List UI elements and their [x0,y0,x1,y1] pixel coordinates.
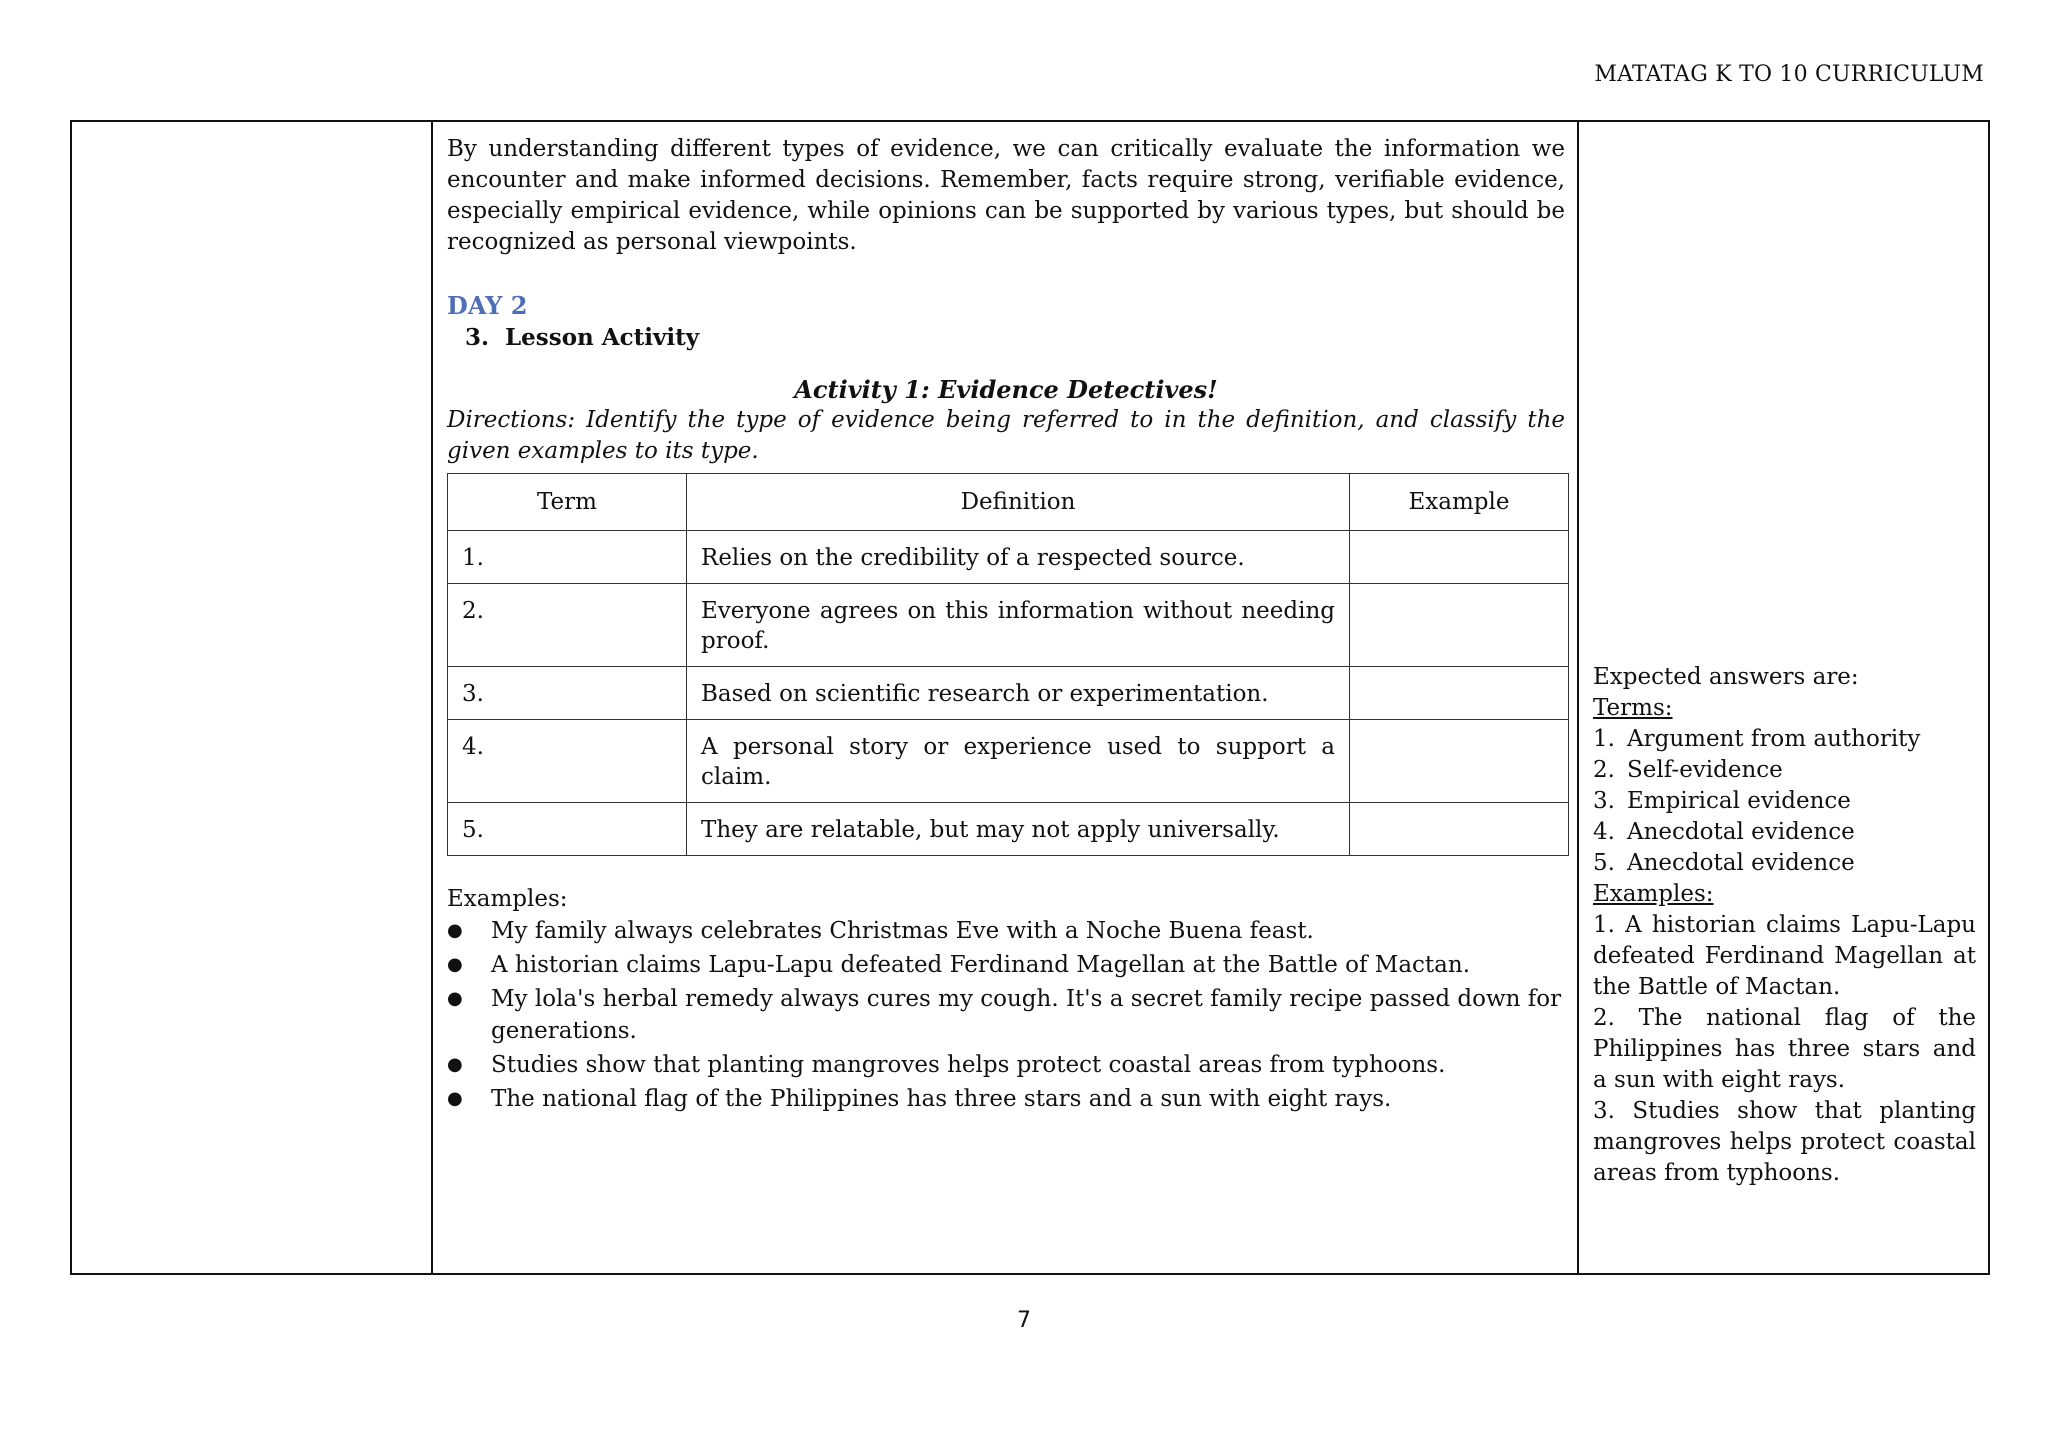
example-cell [1350,720,1569,803]
answers-intro: Expected answers are: [1593,664,1859,690]
item-number: 1. [1593,726,1615,752]
item-number: 3. [1593,788,1615,814]
examples-label: Examples: [447,886,568,912]
item-text: Self-evidence [1627,757,1783,783]
item-text: Empirical evidence [1627,788,1851,814]
example-cell [1350,803,1569,856]
term-cell: 4. [448,720,687,803]
item-number: 2. [1593,757,1615,783]
content-column [433,122,1579,1273]
list-item [1593,786,1976,817]
terms-label: Terms: [1593,695,1673,721]
item-number: 4. [1593,819,1615,845]
examples-answers-label: Examples: [1593,881,1714,907]
table-row [448,667,1569,720]
column-header-term: Term [448,474,687,531]
page-number: 7 [1017,1308,1031,1333]
term-cell: 3. [448,667,687,720]
list-item [1593,755,1976,786]
list-item: ● Studies show that planting mangroves helps protect coastal areas from typhoons. [447,1049,1565,1081]
list-item: ● My family always celebrates Christmas Eve with a Noche Buena feast. [447,915,1565,947]
table-row [448,803,1569,856]
examples-list [447,915,1565,1115]
table-row [448,720,1569,803]
intro-paragraph: By understanding different types of evidence, we can critically evaluate the information we encounter and make informed decisions. Remember, facts require strong, verifiable evidence, especially empirical evidence, while opinions can be supported by various types, but should be recognized as personal viewpoints. [447,136,1565,255]
list-item: ● The national flag of the Philippines has three stars and a sun with eight rays. [447,1083,1565,1115]
definition-cell: Relies on the credibility of a respected source. [687,531,1350,584]
definition-cell: A personal story or experience used to support a claim. [687,720,1350,803]
item-number: 5. [1593,850,1615,876]
example-cell [1350,667,1569,720]
lesson-heading [447,322,1565,354]
term-cell: 2. [448,584,687,667]
list-item: ● A historian claims Lapu-Lapu defeated Ferdinand Magellan at the Battle of Mactan. [447,949,1565,981]
column-header-example: Example [1350,474,1569,531]
answer-example: 1. A historian claims Lapu-Lapu defeated Ferdinand Magellan at the Battle of Mactan. [1593,912,1976,1000]
answers-column [1579,122,1988,1273]
term-cell: 5. [448,803,687,856]
activity-title: Activity 1: Evidence Detectives! [794,375,1218,404]
left-column [72,122,433,1273]
example-cell [1350,584,1569,667]
answer-example: 3. Studies show that planting mangroves helps protect coastal areas from typhoons. [1593,1098,1976,1186]
item-text: Anecdotal evidence [1627,850,1855,876]
definition-cell: Based on scientific research or experimentation. [687,667,1350,720]
table-row [448,584,1569,667]
definition-cell: They are relatable, but may not apply universally. [687,803,1350,856]
term-cell: 1. [448,531,687,584]
activity-directions: Directions: Identify the type of evidence being referred to in the definition, and classify the given examples to its type. [447,407,1565,464]
definition-cell: Everyone agrees on this information without needing proof. [687,584,1350,667]
table-row [448,531,1569,584]
column-header-definition: Definition [687,474,1350,531]
list-item [1593,817,1976,848]
item-text: Anecdotal evidence [1627,819,1855,845]
list-item [1593,724,1976,755]
list-item: ● My lola's herbal remedy always cures my cough. It's a secret family recipe passed down for generations. [447,983,1565,1047]
lesson-title: Lesson Activity [505,324,700,351]
item-text: Argument from authority [1627,726,1921,752]
activity-table [447,473,1569,856]
lesson-table [70,120,1990,1275]
answer-terms-list [1593,724,1976,879]
example-cell [1350,531,1569,584]
curriculum-header: MATATAG K TO 10 CURRICULUM [1594,62,1984,87]
lesson-number: 3. [465,324,490,351]
day-heading: DAY 2 [447,291,528,320]
list-item [1593,848,1976,879]
answer-example: 2. The national flag of the Philippines has three stars and a sun with eight rays. [1593,1005,1976,1093]
